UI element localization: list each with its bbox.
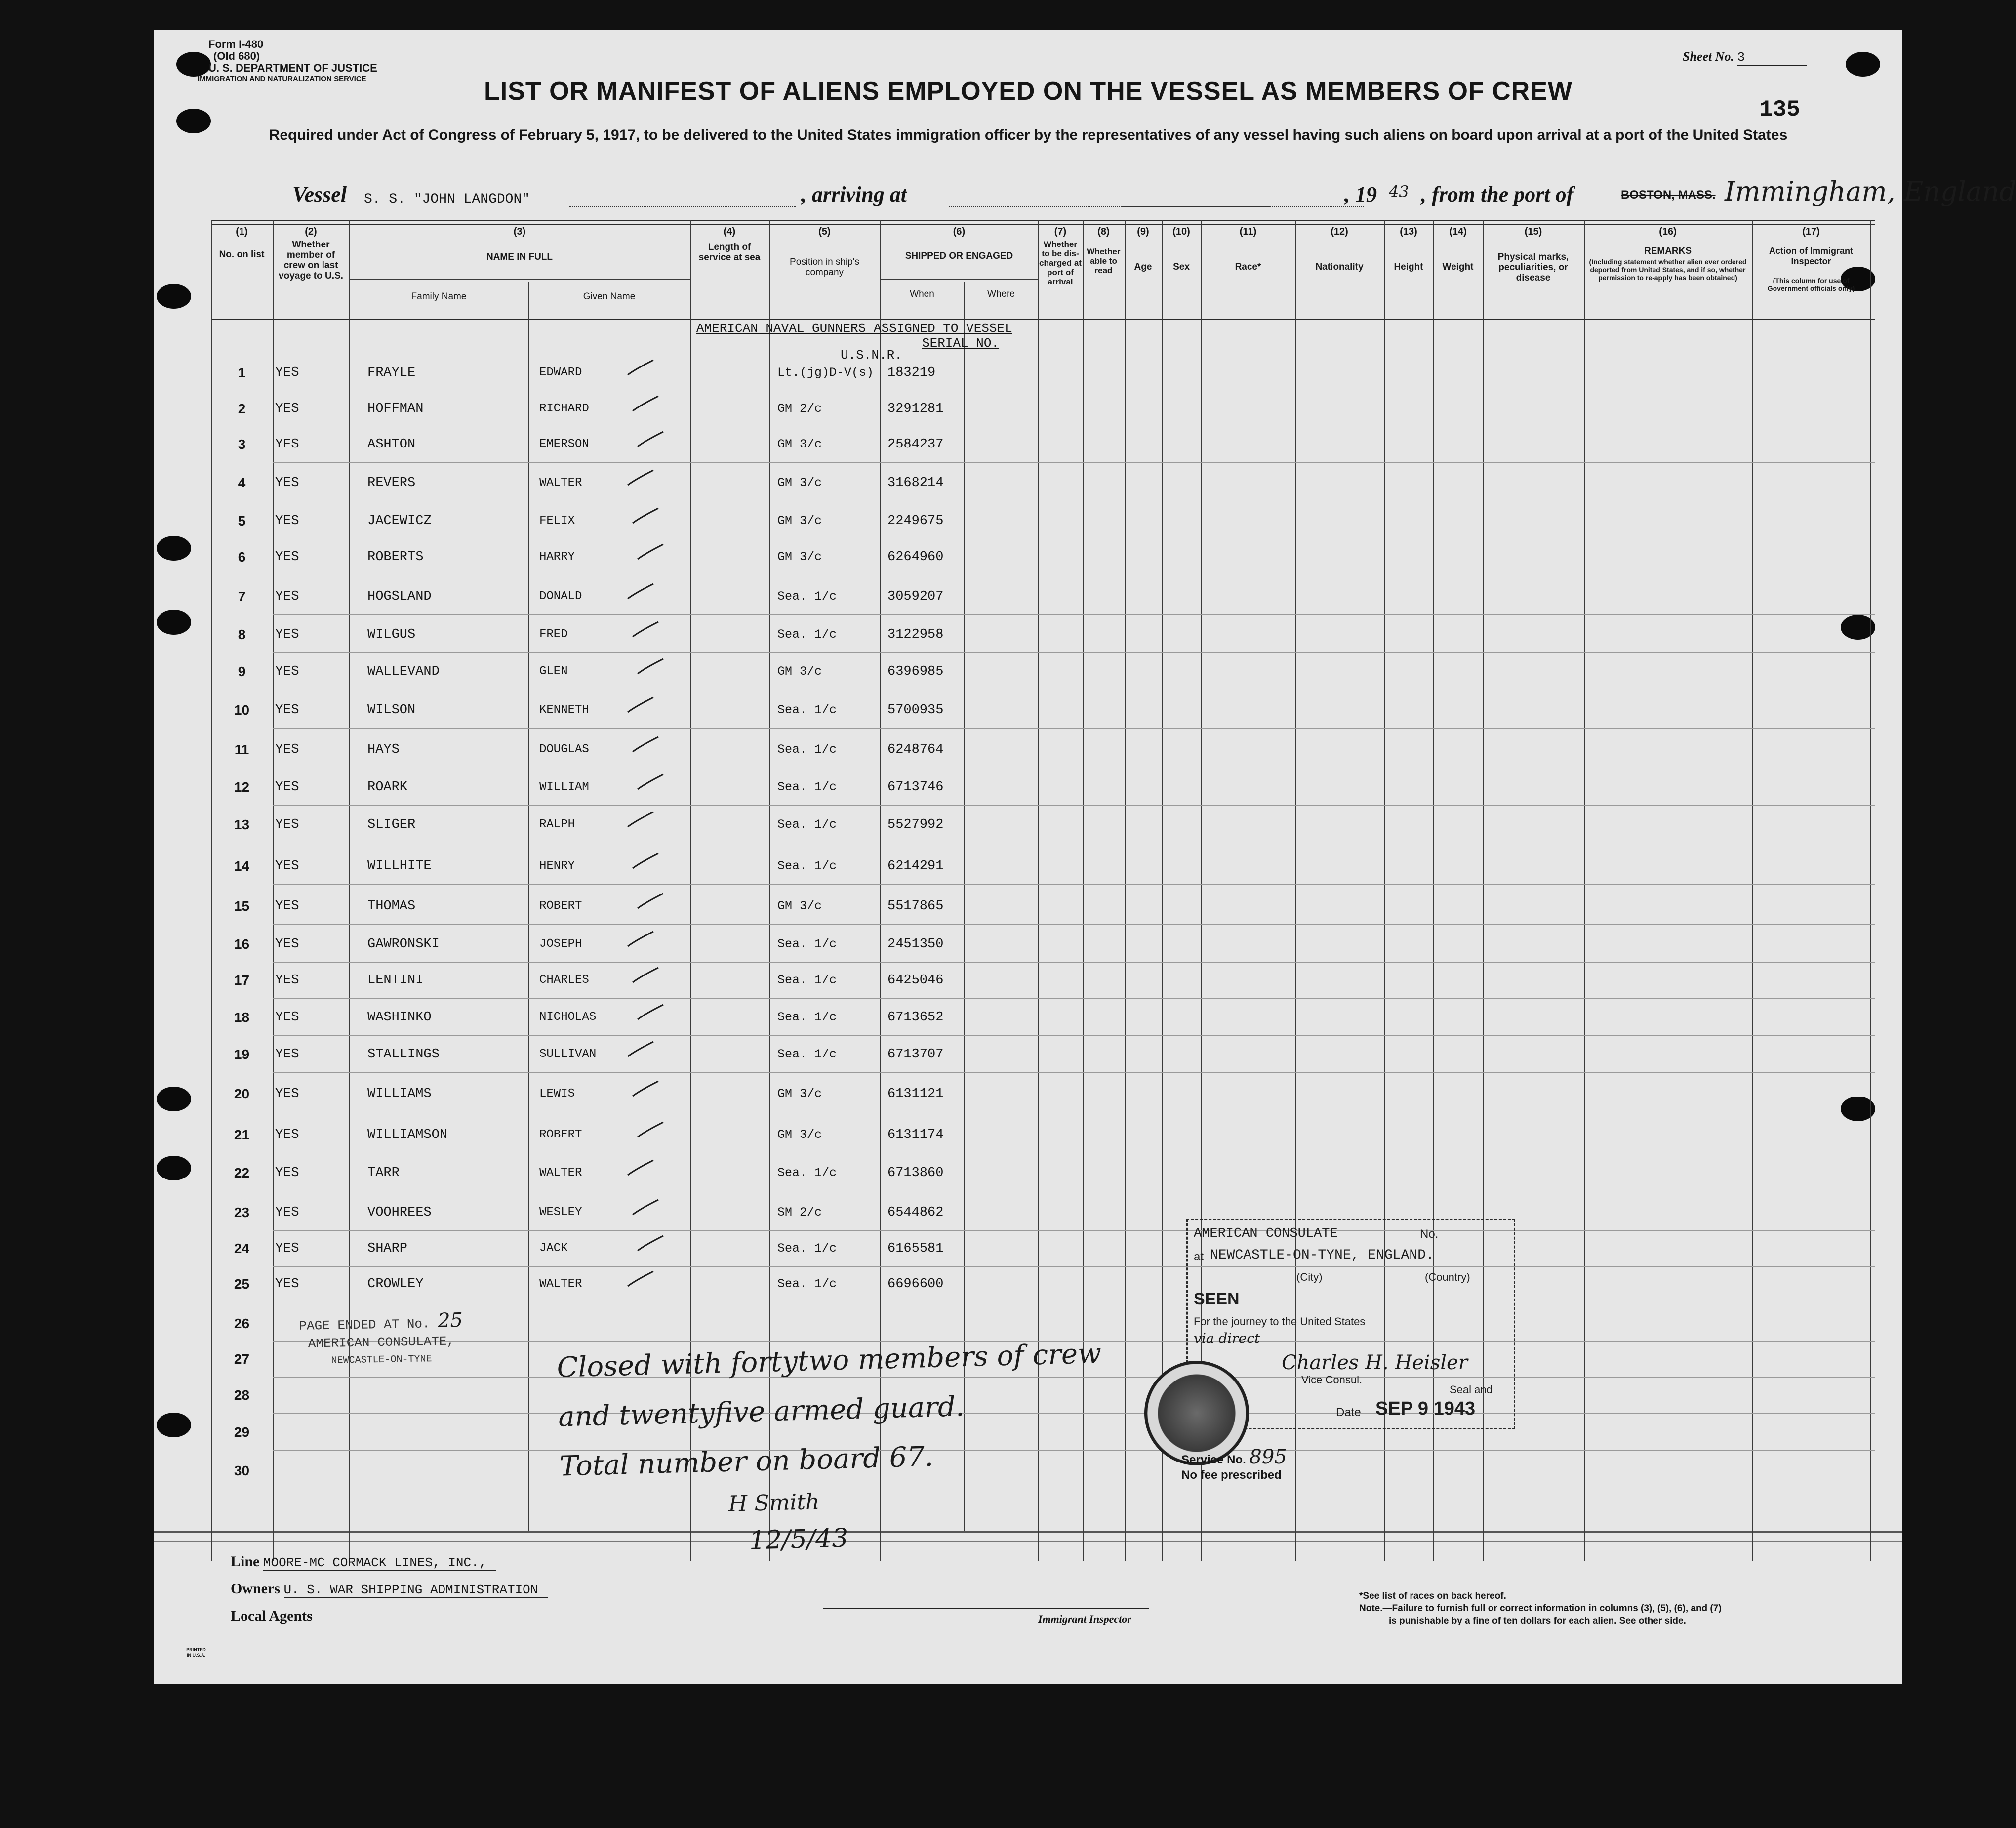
position-cell: Sea. 1/c bbox=[777, 817, 837, 832]
given-name-cell: GLEN bbox=[539, 665, 568, 678]
serial-number-cell: 6214291 bbox=[887, 859, 944, 874]
row-number: 29 bbox=[234, 1424, 250, 1440]
serial-number-cell: 3168214 bbox=[887, 476, 944, 490]
row-number: 14 bbox=[234, 858, 250, 874]
check-mark-icon bbox=[626, 810, 655, 830]
col-position: Position in ship's company bbox=[790, 257, 859, 278]
last-voyage-cell: YES bbox=[275, 1047, 299, 1062]
serial-number-cell: 3059207 bbox=[887, 589, 944, 604]
check-mark-icon bbox=[636, 1234, 665, 1254]
manifest-sheet: Form I-480 (Old 680) U. S. DEPARTMENT OF JUSTICE IMMIGRATION AND NATURALIZATION SERVICE Sheet No. 3 135 LIST OR MANIFEST OF ALIENS EMPLOYED ON THE VESSEL AS MEMBERS OF CREW Required under Act of Congress of February 5, 1917, to be delivered to the United States immigration officer by the representatives of any vessel having such aliens on board upon arrival at a port of the United States Vessel S. S. "JOHN LANGDON" , arriving at , 19 43 , from the port of BOSTON, MASS. Immingham, England (1) No. on list (2) Whether member of crew on last voyage to U.S. (3) NAME IN FULL Family Name Given Name (4) Length of service at sea (5) Position in ship's company (6) SHIPPED OR ENGAGED When Where (7) Whether to be dis-charged at port of arrival (8) Whether able to read (9) Age (10) Sex (11) Race* (12) Nationality (13) Height (14) Weight (15) Physical marks, peculiarities, or disease (16) REMARKS (Including statement whether alien ever ordered deported from United States, and if so, whether permission to re-apply has been obtained) (17) Action of Immigrant Inspector (This column for use of Government officials only) AMERICAN NAVAL GUNNERS ASSIGNED TO VESSEL SERIAL NO. U.S.N.R. 1 YES FRAYLE EDWARD Lt.(jg)D-V(s) 183219 2 YES HOFFMAN RICHARD GM 2/c 3291281 3 YES ASHTON EMERSON GM 3/c 2584237 4 YES REVERS WALTER GM 3/c 3168214 5 YES JACEWICZ FELIX GM 3/c 2249675 6 YES ROBERTS HARRY GM 3/c 6264960 7 YES HOGSLAND DONALD Sea. 1/c 3059207 8 YES WILGUS FRED Sea. 1/c 3122958 9 YES WALLEVAND GLEN GM 3/c 6396985 10 YES WILSON KENNETH Sea. 1/c 5700935 11 YES HAYS DOUGLAS Sea. 1/c 6248764 12 YES ROARK WILLIAM Sea. 1/c 6713746 13 YES SLIGER RALPH Sea. 1/c 5527992 14 YES WILLHITE HENRY Sea. 1/c 6214291 15 YES THOMAS ROBERT GM 3/c 5517865 16 YES GAWRONSKI JOSEPH Sea. 1/c 2451350 17 YES LENTINI CHARLES Sea. 1/c 6425046 18 YES WASHINKO NICHOLAS Sea. 1/c 6713652 19 YES STALLINGS SULLIVAN Sea. 1/c 6713707 20 YES WILLIAMS LEWIS GM 3/c 6131121 21 YES WILLIAMSON ROBERT GM 3/c 6131174 22 YES TARR WALTER Sea. 1/c 6713860 23 YES VOOHREES WESLEY SM 2/c 6544862 24 YES SHARP JACK Sea. 1/c 6165581 25 YES CROWLEY WALTER Sea. 1/c 6696600 26 27 28 29 30 PAGE ENDED AT No. 25 AMERICAN CONSULATE, NEWCASTLE-ON-TYNE Closed with fortytwo members of crew and twentyfive armed guard. Total number on board 67. H Smith 12/5/43 AMERICAN CONSULATE No. at NEWCASTLE-ON-TYNE, ENGLAND. (City) (Country) SEEN For the journey to the United States via direct Charles H. Heisler Vice Consul. Seal and Date SEP 9 1943 Service No. 895 No fee prescribed Line MOORE-MC CORMACK LINES, INC., Owners U. S. WAR SHIPPING ADMINISTRATION Local Agents Immigrant Inspector *See list of races on back hereof. Note.—Failure to furnish full or correct information in columns (3), (5), (6), and (7) is punishable by a fine of ten dollars for each alien. See other side. PRINTED IN U.S.A. bbox=[154, 30, 1902, 1684]
col-shipped-or-engaged: SHIPPED OR ENGAGED bbox=[905, 251, 1013, 261]
serial-no-label: SERIAL NO. bbox=[922, 336, 1000, 351]
col-physical-marks: Physical marks, peculiarities, or disease bbox=[1497, 252, 1569, 283]
position-cell: Sea. 1/c bbox=[777, 859, 837, 873]
serial-number-cell: 6264960 bbox=[887, 550, 944, 565]
form-number: Form I-480 bbox=[208, 38, 264, 50]
crew-row bbox=[154, 1155, 1902, 1191]
row-number: 18 bbox=[234, 1010, 250, 1025]
family-name-cell: SHARP bbox=[367, 1241, 408, 1256]
family-name-cell: ASHTON bbox=[367, 437, 416, 452]
department-name: U. S. DEPARTMENT OF JUSTICE bbox=[208, 62, 377, 74]
row-number: 20 bbox=[234, 1086, 250, 1101]
check-mark-icon bbox=[626, 358, 655, 378]
serial-number-cell: 6713860 bbox=[887, 1166, 944, 1180]
family-name-cell: GAWRONSKI bbox=[367, 937, 440, 952]
given-name-cell: EMERSON bbox=[539, 438, 589, 451]
crew-row bbox=[154, 1000, 1902, 1035]
col-able-to-read: Whether able to read bbox=[1087, 247, 1121, 275]
row-number: 3 bbox=[238, 437, 246, 452]
service-name: IMMIGRATION AND NATURALIZATION SERVICE bbox=[198, 75, 366, 83]
check-mark-icon bbox=[636, 892, 665, 911]
footer-owners: Owners U. S. WAR SHIPPING ADMINISTRATION bbox=[231, 1581, 548, 1597]
crew-row bbox=[154, 807, 1902, 843]
position-cell: GM 3/c bbox=[777, 550, 822, 564]
crew-row bbox=[154, 692, 1902, 728]
check-mark-icon bbox=[631, 735, 660, 755]
serial-number-cell: 6425046 bbox=[887, 973, 944, 988]
check-mark-icon bbox=[626, 1269, 655, 1289]
check-mark-icon bbox=[626, 1040, 655, 1059]
col-height: Height bbox=[1394, 262, 1423, 272]
serial-number-cell: 6165581 bbox=[887, 1241, 944, 1256]
col-no-on-list: No. on list bbox=[219, 249, 265, 260]
col-race: Race* bbox=[1235, 262, 1261, 272]
family-name-cell: STALLINGS bbox=[367, 1047, 440, 1062]
position-cell: Lt.(jg)D-V(s) bbox=[777, 366, 874, 380]
position-cell: Sea. 1/c bbox=[777, 1166, 837, 1180]
family-name-cell: THOMAS bbox=[367, 899, 416, 914]
last-voyage-cell: YES bbox=[275, 703, 299, 718]
crew-row bbox=[154, 963, 1902, 998]
position-cell: GM 3/c bbox=[777, 437, 822, 451]
last-voyage-cell: YES bbox=[275, 1277, 299, 1292]
row-number: 2 bbox=[238, 401, 246, 416]
col-name-in-full: NAME IN FULL bbox=[486, 252, 553, 262]
last-voyage-cell: YES bbox=[275, 1128, 299, 1142]
position-cell: SM 2/c bbox=[777, 1205, 822, 1219]
given-name-cell: FRED bbox=[539, 628, 568, 641]
crew-row bbox=[154, 849, 1902, 884]
last-voyage-cell: YES bbox=[275, 514, 299, 528]
serial-number-cell: 6544862 bbox=[887, 1205, 944, 1220]
crew-row bbox=[154, 770, 1902, 805]
given-name-cell: SULLIVAN bbox=[539, 1048, 597, 1061]
last-voyage-cell: YES bbox=[275, 589, 299, 604]
col-age: Age bbox=[1134, 262, 1152, 272]
serial-number-cell: 3291281 bbox=[887, 402, 944, 416]
family-name-cell: WILLIAMS bbox=[367, 1087, 432, 1101]
row-number: 12 bbox=[234, 779, 250, 795]
last-voyage-cell: YES bbox=[275, 859, 299, 874]
check-mark-icon bbox=[636, 1120, 665, 1140]
year-prefix: , 19 bbox=[1344, 182, 1377, 206]
position-cell: GM 3/c bbox=[777, 514, 822, 528]
family-name-cell: SLIGER bbox=[367, 817, 416, 832]
crew-row bbox=[154, 465, 1902, 501]
row-number: 27 bbox=[234, 1351, 250, 1367]
page-ended-stamp: PAGE ENDED AT No. 25 AMERICAN CONSULATE, NEWCASTLE-ON-TYNE bbox=[299, 1309, 463, 1367]
serial-number-cell: 6396985 bbox=[887, 664, 944, 679]
col-action-detail: (This column for use of Government officials only) bbox=[1767, 277, 1855, 292]
col-nationality: Nationality bbox=[1315, 262, 1364, 272]
family-name-cell: JACEWICZ bbox=[367, 514, 432, 528]
family-name-cell: HOFFMAN bbox=[367, 402, 424, 416]
family-name-cell: LENTINI bbox=[367, 973, 424, 988]
usnr-label: U.S.N.R. bbox=[841, 348, 902, 363]
row-number: 17 bbox=[234, 973, 250, 988]
check-mark-icon bbox=[631, 852, 660, 871]
serial-number-cell: 2584237 bbox=[887, 437, 944, 452]
given-name-cell: KENNETH bbox=[539, 703, 589, 717]
crew-row bbox=[154, 732, 1902, 768]
given-name-cell: FELIX bbox=[539, 514, 575, 528]
crew-row bbox=[154, 654, 1902, 690]
given-name-cell: DOUGLAS bbox=[539, 743, 589, 756]
family-name-cell: WASHINKO bbox=[367, 1010, 432, 1025]
check-mark-icon bbox=[626, 1158, 655, 1178]
position-cell: GM 3/c bbox=[777, 1128, 822, 1142]
crew-row bbox=[154, 1037, 1902, 1072]
given-name-cell: WESLEY bbox=[539, 1206, 582, 1219]
immigrant-inspector-label: Immigrant Inspector bbox=[1038, 1613, 1131, 1625]
row-number: 15 bbox=[234, 898, 250, 914]
inspector-signature-line bbox=[823, 1608, 1149, 1609]
given-name-cell: EDWARD bbox=[539, 366, 582, 379]
col-when: When bbox=[910, 289, 934, 299]
row-number: 24 bbox=[234, 1241, 250, 1256]
row-number: 23 bbox=[234, 1205, 250, 1220]
check-mark-icon bbox=[631, 620, 660, 640]
last-voyage-cell: YES bbox=[275, 1241, 299, 1256]
position-cell: Sea. 1/c bbox=[777, 589, 837, 604]
position-cell: Sea. 1/c bbox=[777, 973, 837, 987]
serial-number-cell: 5527992 bbox=[887, 817, 944, 832]
check-mark-icon bbox=[631, 1198, 660, 1218]
check-mark-icon bbox=[636, 772, 665, 792]
last-voyage-cell: YES bbox=[275, 899, 299, 914]
service-number: Service No. 895 bbox=[1181, 1446, 1287, 1468]
from-port-label: , from the port of bbox=[1421, 182, 1574, 206]
col-discharged: Whether to be dis-charged at port of arrival bbox=[1039, 240, 1082, 286]
row-number: 19 bbox=[234, 1047, 250, 1062]
position-cell: Sea. 1/c bbox=[777, 1277, 837, 1291]
serial-number-cell: 6248764 bbox=[887, 742, 944, 757]
crew-row bbox=[154, 1195, 1902, 1230]
serial-number-cell: 6713707 bbox=[887, 1047, 944, 1062]
position-cell: Sea. 1/c bbox=[777, 703, 837, 717]
position-cell: Sea. 1/c bbox=[777, 1010, 837, 1024]
position-cell: Sea. 1/c bbox=[777, 1241, 837, 1256]
crew-row bbox=[154, 1231, 1902, 1266]
row-number: 21 bbox=[234, 1127, 250, 1142]
given-name-cell: WALTER bbox=[539, 1166, 582, 1179]
position-cell: Sea. 1/c bbox=[777, 780, 837, 794]
family-name-cell: WALLEVAND bbox=[367, 664, 440, 679]
row-number: 25 bbox=[234, 1276, 250, 1292]
position-cell: Sea. 1/c bbox=[777, 1047, 837, 1061]
serial-number-cell: 6713746 bbox=[887, 780, 944, 795]
position-cell: GM 3/c bbox=[777, 1087, 822, 1101]
family-name-cell: FRAYLE bbox=[367, 366, 416, 380]
family-name-cell: HAYS bbox=[367, 742, 400, 757]
check-mark-icon bbox=[626, 582, 655, 602]
col-where: Where bbox=[987, 289, 1015, 299]
last-voyage-cell: YES bbox=[275, 1205, 299, 1220]
serial-number-cell: 6131174 bbox=[887, 1128, 944, 1142]
last-voyage-cell: YES bbox=[275, 402, 299, 416]
given-name-cell: ROBERT bbox=[539, 1128, 582, 1141]
check-mark-icon bbox=[631, 966, 660, 985]
position-cell: GM 3/c bbox=[777, 899, 822, 913]
serial-number-cell: 183219 bbox=[887, 366, 936, 380]
crew-row bbox=[154, 539, 1902, 575]
check-mark-icon bbox=[636, 430, 665, 449]
crew-row bbox=[154, 1076, 1902, 1112]
given-name-cell: RALPH bbox=[539, 818, 575, 831]
race-note: *See list of races on back hereof. bbox=[1359, 1591, 1506, 1601]
position-cell: Sea. 1/c bbox=[777, 937, 837, 951]
family-name-cell: HOGSLAND bbox=[367, 589, 432, 604]
last-voyage-cell: YES bbox=[275, 742, 299, 757]
crew-row bbox=[154, 889, 1902, 924]
vessel-label: Vessel bbox=[292, 182, 347, 206]
given-name-cell: HARRY bbox=[539, 550, 575, 564]
crew-row bbox=[154, 391, 1902, 427]
family-name-cell: WILSON bbox=[367, 703, 416, 718]
col-action-inspector: Action of Immigrant Inspector bbox=[1769, 246, 1853, 266]
row-number: 10 bbox=[234, 702, 250, 718]
col-remarks: REMARKS bbox=[1644, 246, 1692, 256]
crew-row bbox=[154, 1117, 1902, 1153]
last-voyage-cell: YES bbox=[275, 550, 299, 565]
col-remarks-detail: (Including statement whether alien ever ordered deported from United States, and if so, whether permission to re-apply has been obtained) bbox=[1589, 258, 1747, 282]
row-number: 9 bbox=[238, 664, 246, 679]
last-voyage-cell: YES bbox=[275, 817, 299, 832]
family-name-cell: TARR bbox=[367, 1166, 400, 1180]
row-number: 22 bbox=[234, 1165, 250, 1180]
page-number: 135 bbox=[1759, 97, 1800, 122]
check-mark-icon bbox=[631, 506, 660, 526]
serial-number-cell: 6696600 bbox=[887, 1277, 944, 1292]
naval-gunners-banner: AMERICAN NAVAL GUNNERS ASSIGNED TO VESSEL bbox=[696, 321, 1012, 336]
crew-row bbox=[154, 617, 1902, 652]
check-mark-icon bbox=[631, 1079, 660, 1099]
fine-note: Note.—Failure to furnish full or correct information in columns (3), (5), (6), and (7) bbox=[1359, 1603, 1722, 1614]
given-name-cell: HENRY bbox=[539, 859, 575, 873]
col-family-name: Family Name bbox=[411, 291, 467, 302]
serial-number-cell: 5517865 bbox=[887, 899, 944, 914]
row-number: 7 bbox=[238, 589, 246, 604]
footer-line: Line MOORE-MC CORMACK LINES, INC., bbox=[231, 1553, 496, 1570]
given-name-cell: WILLIAM bbox=[539, 780, 589, 794]
row-number: 8 bbox=[238, 627, 246, 642]
crew-row bbox=[154, 355, 1902, 391]
vessel-name: S. S. "JOHN LANGDON" bbox=[364, 192, 530, 207]
check-mark-icon bbox=[626, 468, 655, 488]
no-fee-note: No fee prescribed bbox=[1181, 1468, 1282, 1482]
serial-number-cell: 2249675 bbox=[887, 514, 944, 528]
consulate-stamp: AMERICAN CONSULATE No. at NEWCASTLE-ON-TYNE, ENGLAND. (City) (Country) SEEN For the journey to the United States via direct Charles H. Heisler Vice Consul. Seal and Date SEP 9 1943 bbox=[1186, 1219, 1515, 1429]
given-name-cell: RICHARD bbox=[539, 402, 589, 415]
position-cell: GM 3/c bbox=[777, 476, 822, 490]
check-mark-icon bbox=[636, 1003, 665, 1022]
given-name-cell: JACK bbox=[539, 1242, 568, 1255]
crew-row bbox=[154, 427, 1902, 462]
family-name-cell: REVERS bbox=[367, 476, 416, 490]
family-name-cell: WILGUS bbox=[367, 627, 416, 642]
last-voyage-cell: YES bbox=[275, 627, 299, 642]
row-number: 28 bbox=[234, 1387, 250, 1403]
last-voyage-cell: YES bbox=[275, 366, 299, 380]
last-voyage-cell: YES bbox=[275, 664, 299, 679]
given-name-cell: CHARLES bbox=[539, 974, 589, 987]
col-member-last-voyage: Whether member of crew on last voyage to U.S. bbox=[279, 240, 343, 281]
consulate-seal bbox=[1144, 1361, 1249, 1465]
family-name-cell: WILLIAMSON bbox=[367, 1128, 448, 1142]
given-name-cell: WALTER bbox=[539, 476, 582, 489]
col-given-name: Given Name bbox=[583, 291, 636, 302]
check-mark-icon bbox=[636, 657, 665, 677]
check-mark-icon bbox=[626, 695, 655, 715]
last-voyage-cell: YES bbox=[275, 476, 299, 490]
row-number: 30 bbox=[234, 1463, 250, 1478]
footer-local-agents: Local Agents bbox=[231, 1608, 313, 1624]
check-mark-icon bbox=[626, 930, 655, 949]
serial-number-cell: 2451350 bbox=[887, 937, 944, 952]
check-mark-icon bbox=[631, 394, 660, 414]
row-number: 26 bbox=[234, 1316, 250, 1331]
family-name-cell: ROARK bbox=[367, 780, 408, 795]
old-form-number: (Old 680) bbox=[213, 50, 260, 62]
handwritten-closing-note: Closed with fortytwo members of crew and twentyfive armed guard. Total number on board 67. H Smith 12/5/43 bbox=[556, 1337, 1102, 1556]
arriving-label: , arriving at bbox=[801, 182, 907, 206]
given-name-cell: ROBERT bbox=[539, 899, 582, 913]
check-mark-icon bbox=[636, 542, 665, 562]
printed-mark: PRINTED IN U.S.A. bbox=[186, 1647, 206, 1658]
last-voyage-cell: YES bbox=[275, 1166, 299, 1180]
position-cell: GM 2/c bbox=[777, 402, 822, 416]
position-cell: Sea. 1/c bbox=[777, 742, 837, 757]
crew-row bbox=[154, 1266, 1902, 1302]
family-name-cell: CROWLEY bbox=[367, 1277, 424, 1292]
last-voyage-cell: YES bbox=[275, 973, 299, 988]
row-number: 6 bbox=[238, 549, 246, 565]
position-cell: Sea. 1/c bbox=[777, 627, 837, 642]
serial-number-cell: 6713652 bbox=[887, 1010, 944, 1025]
row-number: 5 bbox=[238, 513, 246, 528]
family-name-cell: VOOHREES bbox=[367, 1205, 432, 1220]
last-voyage-cell: YES bbox=[275, 1087, 299, 1101]
year-value: 43 bbox=[1389, 182, 1409, 201]
document-subtitle: Required under Act of Congress of February 5, 1917, to be delivered to the United States immigration officer by the representatives of any vessel having such aliens on board upon arrival at a port of the United States bbox=[269, 127, 1788, 143]
given-name-cell: JOSEPH bbox=[539, 937, 582, 951]
fine-note-2: is punishable by a fine of ten dollars for each alien. See other side. bbox=[1389, 1616, 1686, 1626]
row-number: 16 bbox=[234, 936, 250, 952]
serial-number-cell: 3122958 bbox=[887, 627, 944, 642]
given-name-cell: DONALD bbox=[539, 590, 582, 603]
crew-row bbox=[154, 927, 1902, 962]
given-name-cell: WALTER bbox=[539, 1277, 582, 1291]
last-voyage-cell: YES bbox=[275, 437, 299, 452]
col-length-of-service: Length of service at sea bbox=[698, 242, 761, 263]
col-sex: Sex bbox=[1173, 262, 1190, 272]
row-number: 1 bbox=[238, 365, 246, 380]
row-number: 4 bbox=[238, 475, 246, 490]
port-of-departure: Immingham, England bbox=[1725, 176, 2016, 207]
document-title: LIST OR MANIFEST OF ALIENS EMPLOYED ON THE VESSEL AS MEMBERS OF CREW bbox=[484, 77, 1572, 106]
row-number: 11 bbox=[234, 742, 249, 757]
crew-row bbox=[154, 503, 1902, 539]
given-name-cell: LEWIS bbox=[539, 1087, 575, 1100]
sheet-number: Sheet No. 3 bbox=[1683, 49, 1807, 66]
last-voyage-cell: YES bbox=[275, 780, 299, 795]
position-cell: GM 3/c bbox=[777, 664, 822, 679]
struck-port: BOSTON, MASS. bbox=[1621, 188, 1716, 202]
family-name-cell: WILLHITE bbox=[367, 859, 432, 874]
family-name-cell: ROBERTS bbox=[367, 550, 424, 565]
col-weight: Weight bbox=[1442, 262, 1474, 272]
last-voyage-cell: YES bbox=[275, 937, 299, 952]
serial-number-cell: 5700935 bbox=[887, 703, 944, 718]
crew-row bbox=[154, 579, 1902, 614]
serial-number-cell: 6131121 bbox=[887, 1087, 944, 1101]
given-name-cell: NICHOLAS bbox=[539, 1011, 597, 1024]
last-voyage-cell: YES bbox=[275, 1010, 299, 1025]
row-number: 13 bbox=[234, 817, 250, 832]
